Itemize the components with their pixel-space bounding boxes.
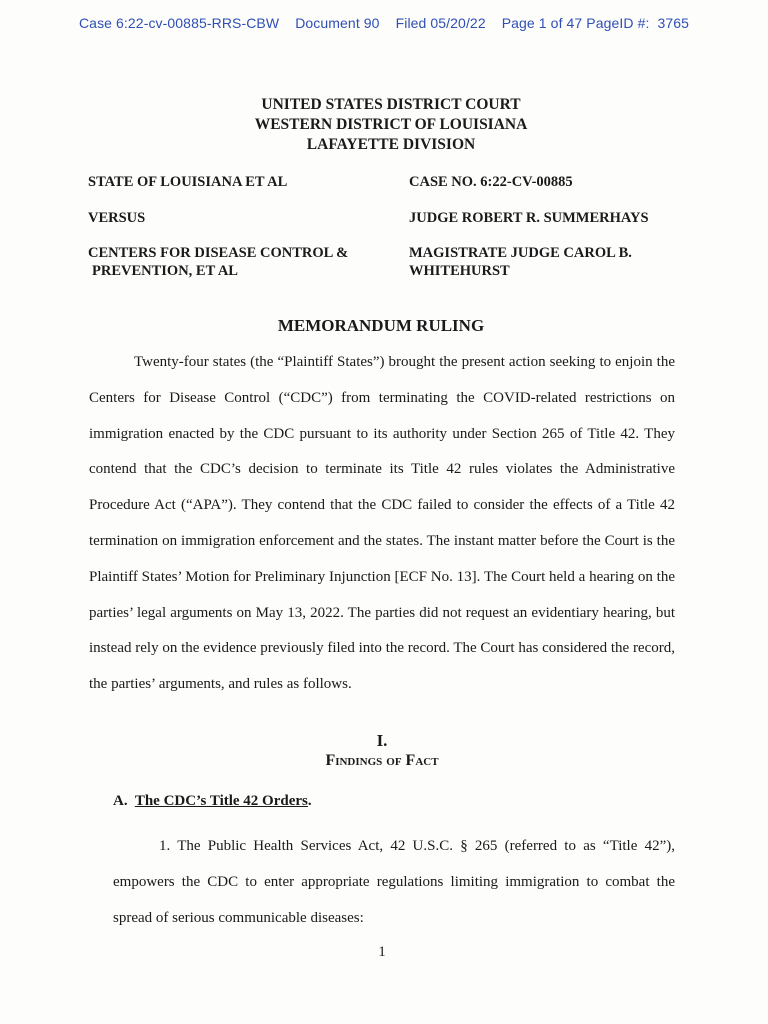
document-title: MEMORANDUM RULING (277, 316, 485, 335)
plaintiff-name: STATE OF LOUISIANA ET AL (88, 174, 288, 190)
versus-label: VERSUS (88, 210, 146, 226)
magistrate-line-2: WHITEHURST (409, 263, 510, 279)
filed-date: Filed 05/20/22 (395, 15, 486, 31)
case-number: Case 6:22-cv-00885-RRS-CBW (78, 15, 280, 31)
section-title: Findings of Fact (325, 752, 439, 769)
subsection-title: The CDC’s Title 42 Orders (134, 793, 308, 809)
court-district: WESTERN DISTRICT OF LOUISIANA (254, 116, 528, 133)
page-id: 3765 (657, 15, 690, 31)
case-filing-header (0, 15, 768, 31)
judge-name: JUDGE ROBERT R. SUMMERHAYS (409, 210, 649, 226)
defendant-line-1: CENTERS FOR DISEASE CONTROL & (88, 245, 349, 261)
finding-paragraph-1: 1. The Public Health Services Act, 42 U.S.C. § 265 (referred to as “Title 42”), empowers the CDC to enter appropriate regulations limiting immigration to combat the spread of serious communicable diseases: (113, 838, 675, 926)
court-heading (0, 95, 768, 155)
intro-paragraph: Twenty-four states (the “Plaintiff States”) brought the present action seeking to enjoin the Centers for Disease Control (“CDC”) from terminating the COVID-related restrictions on immigration enacted by the CDC pursuant to its authority under Section 265 of Title 42. They contend that the CDC’s decision to terminate its Title 42 rules violates the Administrative Procedure Act (“APA”). They contend that the CDC failed to consider the effects of a Title 42 termination on immigration enforcement and the states. The instant matter before the Court is the Plaintiff States’ Motion for Preliminary Injunction [ECF No. 13]. The Court held a hearing on the parties’ legal arguments on May 13, 2022. The parties did not request an evidentiary hearing, but instead rely on the evidence previously filed into the record. The Court has considered the record, the parties’ arguments, and rules as follows. (89, 354, 675, 693)
court-division: LAFAYETTE DIVISION (306, 136, 476, 153)
court-name: UNITED STATES DISTRICT COURT (261, 96, 521, 113)
page-count: Page 1 of 47 PageID #: (501, 15, 650, 31)
page-number: 1 (378, 944, 386, 960)
magistrate-judge (409, 244, 632, 280)
subsection-heading (113, 793, 312, 810)
magistrate-line-1: MAGISTRATE JUDGE CAROL B. (409, 245, 632, 261)
page-info (502, 15, 689, 31)
defendant-line-2: PREVENTION, ET AL (92, 263, 238, 279)
defendant-name (88, 244, 348, 280)
subsection-period: . (307, 793, 312, 809)
section-number: I. (376, 731, 388, 750)
subsection-letter: A. (113, 793, 128, 809)
document-number: Document 90 (295, 15, 380, 31)
case-number-caption: CASE NO. 6:22-CV-00885 (409, 174, 573, 190)
